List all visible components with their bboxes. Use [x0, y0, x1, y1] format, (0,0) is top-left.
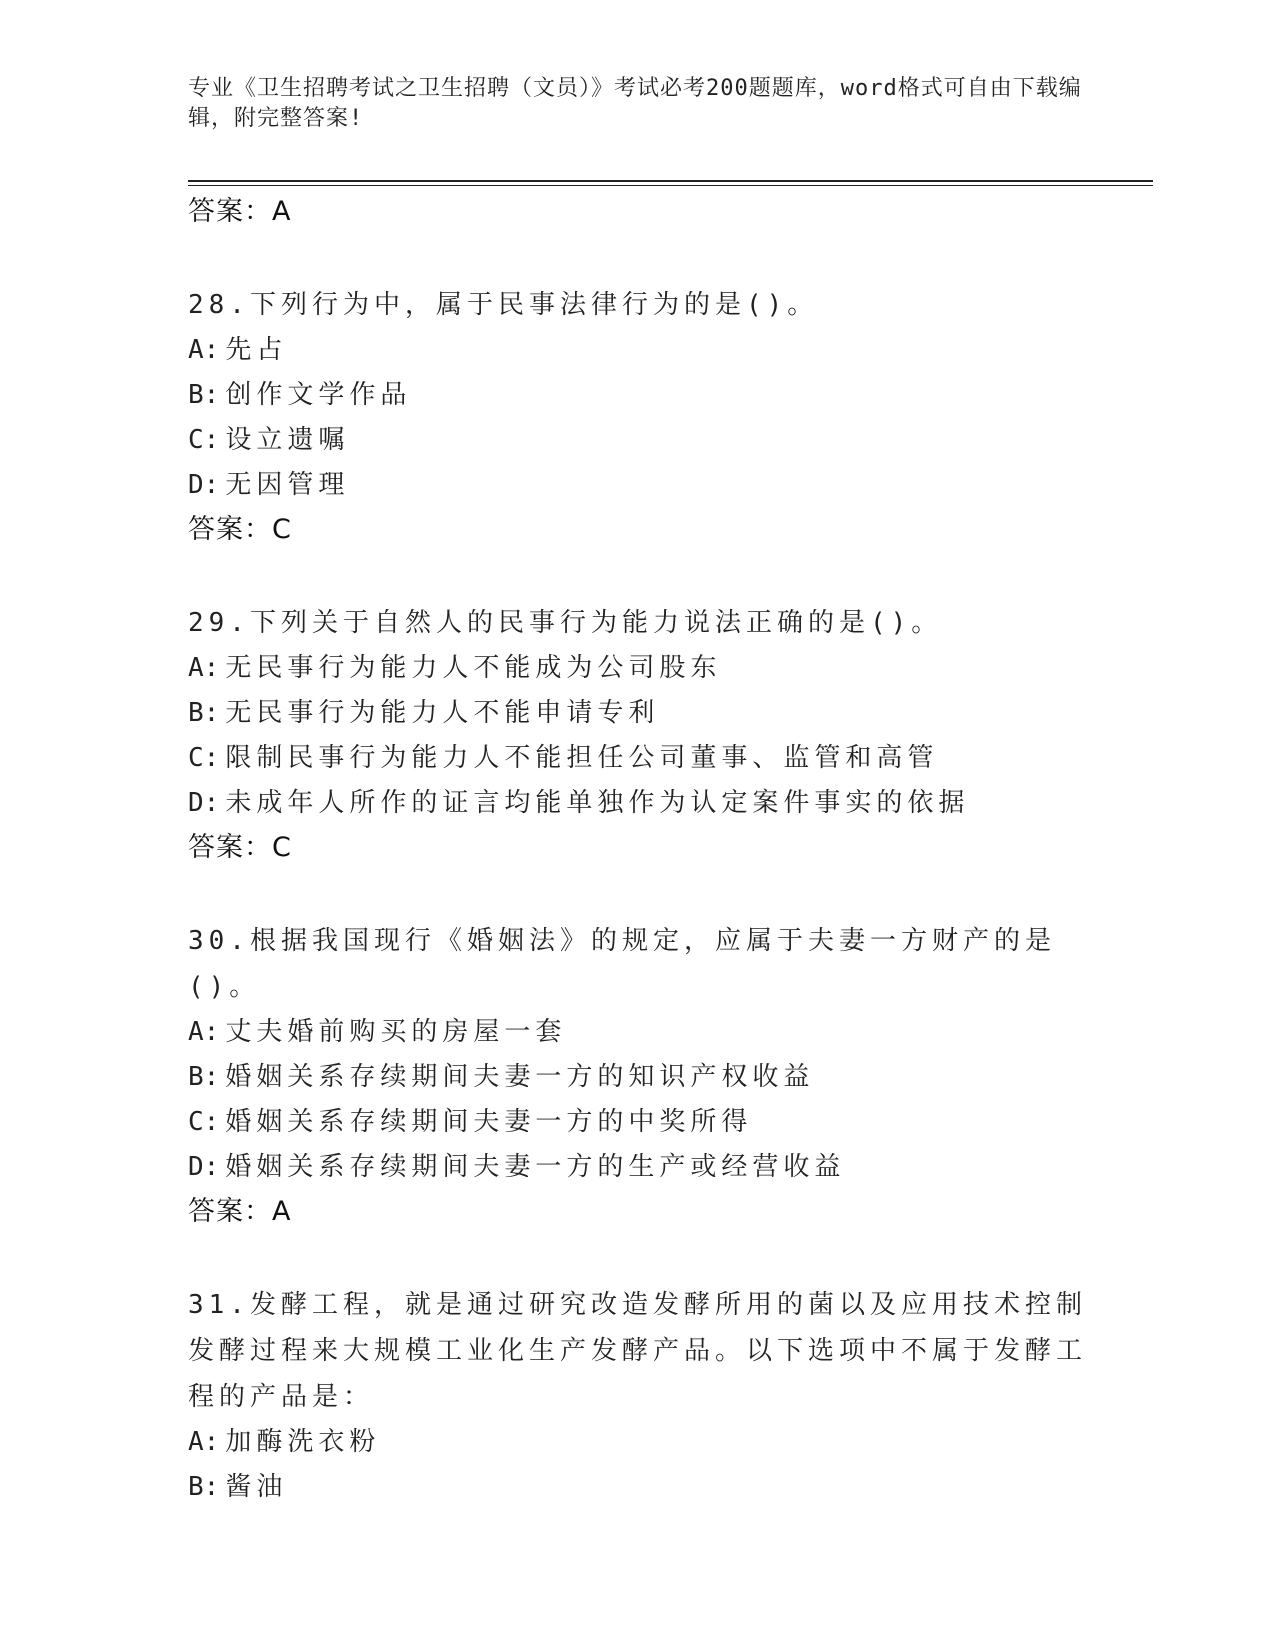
option-letter: C: — [188, 1107, 220, 1137]
answer-value: A — [272, 196, 292, 227]
question-stem: 28.下列行为中，属于民事法律行为的是()。 — [188, 290, 819, 320]
spacer — [188, 234, 1088, 282]
option-letter: A: — [188, 335, 220, 365]
option-b — [188, 373, 1088, 418]
question-list — [188, 190, 1088, 1510]
option-text: 创作文学作品 — [225, 380, 412, 410]
option-text: 丈夫婚前购买的房屋一套 — [225, 1017, 567, 1047]
answer-27 — [188, 190, 1088, 234]
option-text: 婚姻关系存续期间夫妻一方的中奖所得 — [225, 1107, 753, 1137]
spacer — [188, 552, 1088, 600]
option-a — [188, 646, 1088, 691]
question-stem: 31.发酵工程，就是通过研究改造发酵所用的菌以及应用技术控制发酵过程来大规模工业化生产发酵产品。以下选项中不属于发酵工程的产品是： — [188, 1290, 1088, 1412]
option-letter: D: — [188, 1152, 220, 1182]
option-text: 未成年人所作的证言均能单独作为认定案件事实的依据 — [225, 788, 970, 818]
option-letter: B: — [188, 1472, 220, 1502]
option-letter: C: — [188, 743, 220, 773]
answer-30 — [188, 1190, 1088, 1234]
option-letter: B: — [188, 698, 220, 728]
option-text: 无民事行为能力人不能申请专利 — [225, 698, 660, 728]
option-text: 限制民事行为能力人不能担任公司董事、监管和高管 — [225, 743, 939, 773]
question-31 — [188, 1282, 1088, 1510]
option-text: 先占 — [225, 335, 288, 365]
header-divider-thick — [188, 180, 1153, 182]
option-a — [188, 328, 1088, 373]
option-text: 加酶洗衣粉 — [225, 1427, 381, 1457]
option-c — [188, 418, 1088, 463]
answer-label: 答案： — [188, 832, 272, 863]
question-stem: 29.下列关于自然人的民事行为能力说法正确的是()。 — [188, 608, 943, 638]
answer-value: C — [272, 514, 292, 545]
spacer — [188, 1234, 1088, 1282]
answer-label: 答案： — [188, 1196, 272, 1227]
option-d — [188, 463, 1088, 508]
option-text: 无因管理 — [225, 470, 350, 500]
answer-29 — [188, 826, 1088, 870]
question-stem: 30.根据我国现行《婚姻法》的规定，应属于夫妻一方财产的是()。 — [188, 926, 1056, 1002]
option-letter: B: — [188, 380, 220, 410]
answer-value: C — [272, 832, 292, 863]
spacer — [188, 870, 1088, 918]
option-letter: A: — [188, 1427, 220, 1457]
option-letter: B: — [188, 1062, 220, 1092]
document-header: 专业《卫生招聘考试之卫生招聘（文员）》考试必考200题题库，word格式可自由下载编辑，附完整答案! — [188, 76, 1082, 131]
option-text: 设立遗嘱 — [225, 425, 350, 455]
option-letter: D: — [188, 788, 220, 818]
option-text: 无民事行为能力人不能成为公司股东 — [225, 653, 722, 683]
option-text: 酱油 — [225, 1472, 288, 1502]
question-28 — [188, 282, 1088, 552]
option-letter: D: — [188, 470, 220, 500]
question-29 — [188, 600, 1088, 870]
option-c — [188, 736, 1088, 781]
answer-label: 答案： — [188, 514, 272, 545]
option-d — [188, 781, 1088, 826]
question-30 — [188, 918, 1088, 1234]
option-a — [188, 1010, 1088, 1055]
option-c — [188, 1100, 1088, 1145]
option-letter: A: — [188, 653, 220, 683]
option-letter: A: — [188, 1017, 220, 1047]
option-text: 婚姻关系存续期间夫妻一方的知识产权收益 — [225, 1062, 815, 1092]
option-b — [188, 1055, 1088, 1100]
answer-label: 答案： — [188, 196, 272, 227]
answer-28 — [188, 508, 1088, 552]
answer-value: A — [272, 1196, 292, 1227]
option-b — [188, 691, 1088, 736]
option-b — [188, 1465, 1088, 1510]
option-text: 婚姻关系存续期间夫妻一方的生产或经营收益 — [225, 1152, 846, 1182]
option-letter: C: — [188, 425, 220, 455]
option-a — [188, 1420, 1088, 1465]
option-d — [188, 1145, 1088, 1190]
header-divider-thin — [188, 185, 1153, 186]
